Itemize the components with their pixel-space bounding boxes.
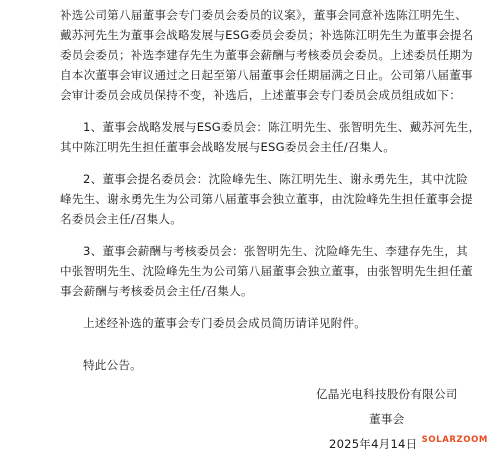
company-name: 亿晶光电科技股份有限公司 bbox=[316, 387, 458, 401]
announcement-closing: 特此公告。 bbox=[83, 358, 142, 372]
intro-line: 戴苏河先生为董事会战略发展与ESG委员会委员；补选陈江明先生为董事会提名 bbox=[60, 28, 474, 42]
committee-nomination-paragraph bbox=[60, 169, 473, 229]
committee-line: 中张智明先生、沈险峰先生为公司第八届董事会独立董事，由张智明先生担任董 bbox=[60, 264, 473, 278]
resume-note: 上述经补选的董事会专门委员会成员简历请详见附件。 bbox=[83, 316, 367, 330]
committee-line: 3、董事会薪酬与考核委员会：张智明先生、沈险峰先生、李建存先生，其 bbox=[83, 244, 468, 258]
committee-line: 其中陈江明先生担任董事会战略发展与ESG委员会主任/召集人。 bbox=[60, 140, 396, 154]
committee-line: 2、董事会提名委员会：沈险峰先生、陈江明先生、谢永勇先生，其中沈险 bbox=[83, 172, 468, 186]
committee-line: 峰先生、谢永勇先生为公司第八届董事会独立董事，由沈险峰先生担任董事会提 bbox=[60, 192, 473, 206]
committee-line: 事会薪酬与考核委员会主任/召集人。 bbox=[60, 284, 253, 298]
committee-compensation-paragraph bbox=[60, 241, 473, 301]
issuer-name: 董事会 bbox=[369, 412, 405, 426]
intro-line: 补选公司第八届董事会专门委员会委员的议案》，董事会同意补选陈江明先生、 bbox=[60, 8, 467, 22]
intro-line: 委员会委员；补选李建存先生为董事会薪酬与考核委员会委员。上述委员任期为 bbox=[60, 48, 473, 62]
committee-line: 名委员会主任/召集人。 bbox=[60, 212, 183, 226]
intro-paragraph bbox=[60, 5, 474, 105]
intro-line: 自本次董事会审议通过之日起至第八届董事会任期届满之日止。公司第八届董事 bbox=[60, 68, 473, 82]
solarzoom-watermark: SOLARZOOM bbox=[421, 435, 488, 445]
document-body bbox=[60, 5, 481, 375]
committee-line: 1、董事会战略发展与ESG委员会：陈江明先生、张智明先生、戴苏河先生， bbox=[83, 120, 481, 134]
committee-strategy-paragraph bbox=[60, 117, 481, 157]
announcement-date: 2025年4月14日 bbox=[329, 437, 418, 451]
intro-line: 会审计委员会成员保持不变，补选后，上述董事会专门委员会成员组成如下： bbox=[60, 88, 461, 102]
